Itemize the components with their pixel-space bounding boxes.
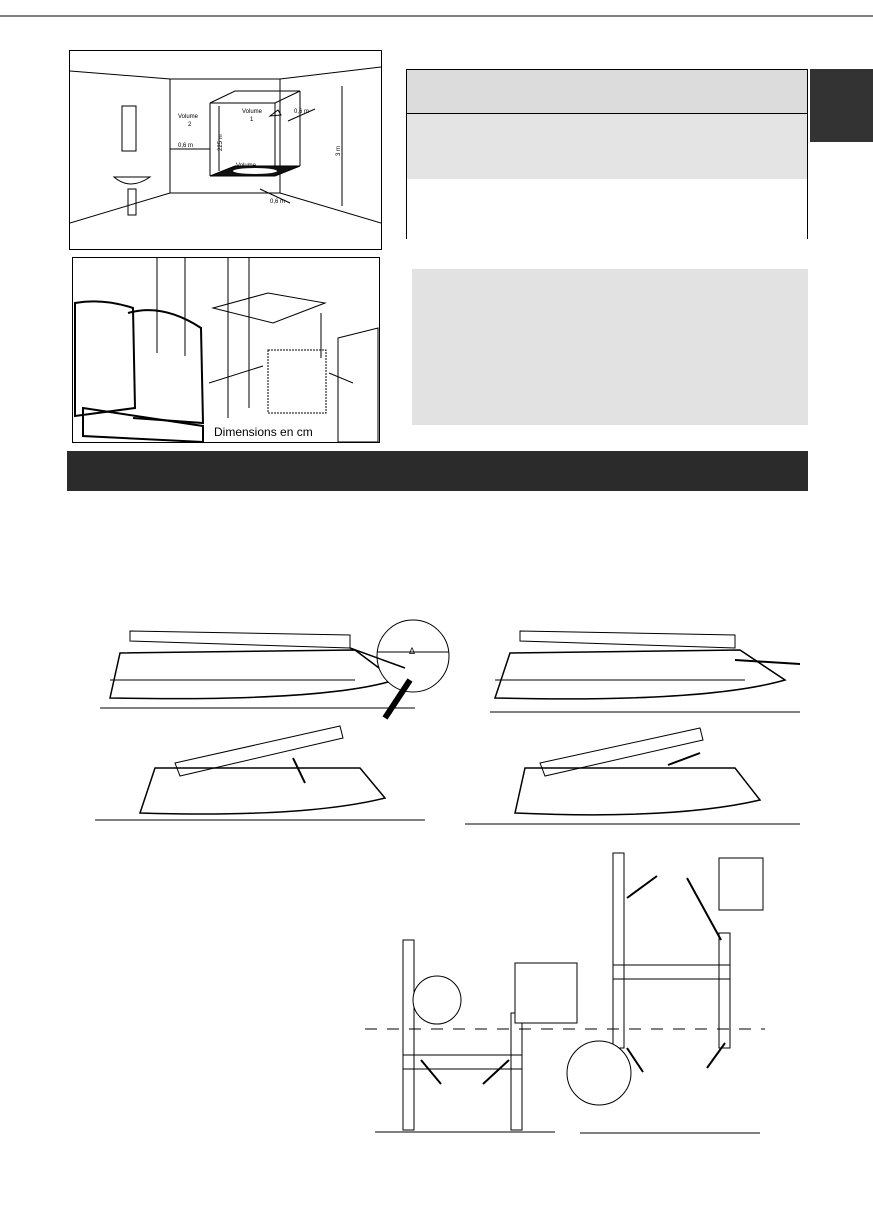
heater-step-4: [465, 728, 800, 824]
language-tab: [810, 69, 873, 142]
heater-step-2: [490, 631, 800, 712]
distance-right-label: 0,6 m: [294, 109, 310, 115]
arrow-icon: [735, 660, 800, 664]
heater-step-3: [95, 726, 425, 820]
volumes-table-row: [407, 114, 807, 179]
volumes-table-header-row: [407, 70, 807, 114]
volume1-number: 1: [250, 117, 254, 123]
volume2-number: 2: [188, 122, 192, 128]
volumes-table-row: [407, 179, 807, 239]
bracket-removal-steps: [95, 608, 815, 838]
keyhole-detail-icon: [567, 1041, 631, 1105]
clearance-info-box: [412, 269, 808, 425]
bracket-mounting-diagram: [365, 848, 765, 1148]
arrow-icon: [293, 758, 305, 783]
bracket-high-position: [567, 853, 763, 1133]
volume2-label: Volume: [178, 114, 199, 120]
arrow-icon: [668, 753, 700, 765]
bathroom-volumes-figure: [69, 50, 382, 250]
volume1-label: Volume: [242, 109, 263, 115]
room-clearances-drawing: [73, 258, 379, 442]
bracket-low-position: [375, 940, 577, 1132]
keyhole-detail-icon: [515, 963, 577, 1023]
heater-step-1: [100, 620, 449, 718]
cut-line: [0, 0, 873, 50]
bathroom-volumes-drawing: [70, 51, 381, 249]
height-225-label: 225 m: [218, 134, 224, 151]
room-figure-caption: Dimensions en cm: [210, 425, 317, 439]
section-header-bar: [67, 451, 808, 491]
volume0-label: Volume: [236, 163, 257, 169]
distance-left-label: 0,6 m: [178, 143, 194, 149]
keyhole-detail-icon: [413, 976, 461, 1024]
keyhole-detail-icon: [719, 858, 763, 910]
volumes-table: [406, 69, 808, 239]
svg-text:Δ: Δ: [409, 646, 416, 656]
distance-bottom-label: 0,6 m: [270, 199, 286, 205]
height-3m-label: 3 m: [336, 145, 342, 156]
room-clearances-figure: [72, 257, 380, 443]
